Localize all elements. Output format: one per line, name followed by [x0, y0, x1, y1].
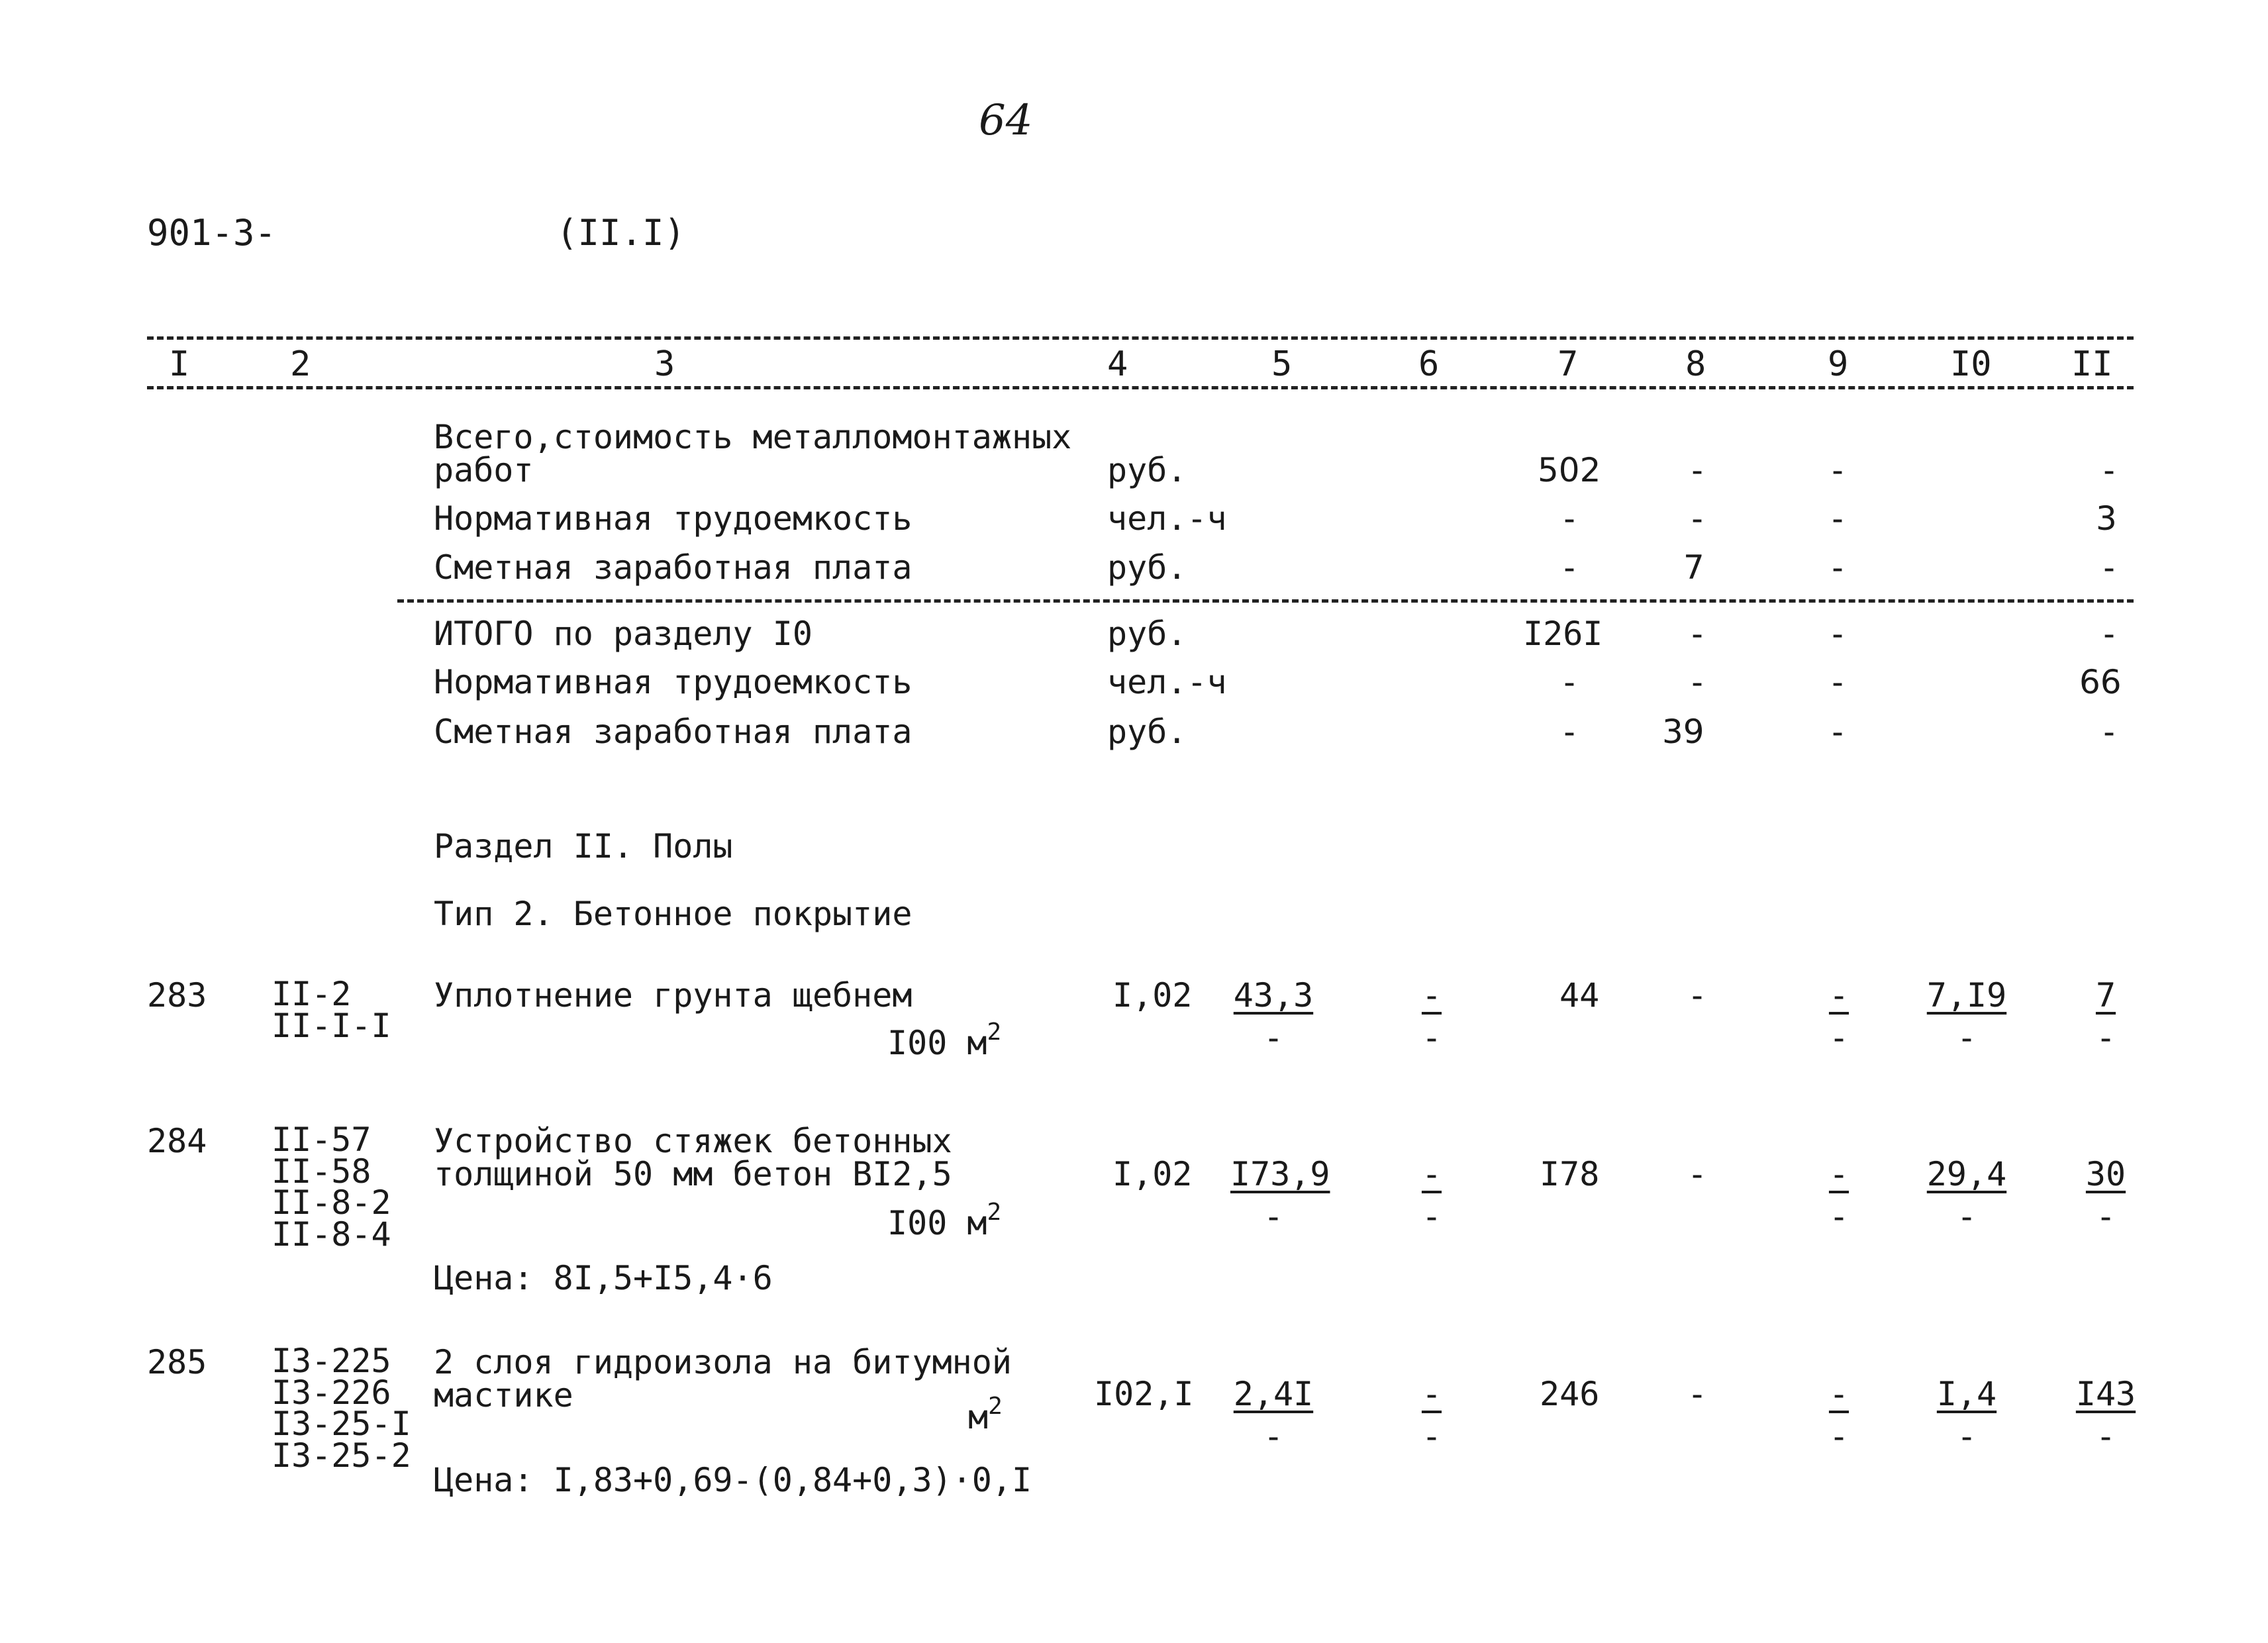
item-283-c10-top: 7,I9	[1926, 976, 2007, 1015]
item-284-c10	[1924, 1155, 2010, 1236]
item-285-c10-top: I,4	[1936, 1375, 1997, 1413]
total-2-c8: -	[1687, 499, 1708, 538]
item-283-c11-top: 7	[2095, 976, 2116, 1015]
item-283-unit-sup: 2	[987, 1019, 1002, 1046]
total-3-c9: -	[1828, 548, 1848, 587]
item-284-code-4: II-8-4	[271, 1215, 391, 1254]
item-285-c7: 246	[1540, 1375, 1600, 1413]
item-284-c9-top: -	[1828, 1155, 1849, 1193]
section-wage-name: Сметная заработная плата	[434, 713, 912, 751]
item-284-c5	[1230, 1155, 1330, 1236]
section-total-name: ИТОГО по разделу I0	[434, 615, 813, 653]
item-284-c6-bot: -	[1421, 1197, 1442, 1236]
item-285-c9-top: -	[1828, 1375, 1849, 1413]
page-number: 64	[979, 96, 1033, 145]
total-1-c11: -	[2099, 451, 2120, 489]
item-285-codes	[271, 1342, 411, 1475]
section-wage-c9: -	[1828, 713, 1848, 751]
item-284-c10-bot: -	[1956, 1197, 1977, 1236]
item-285-c10	[1924, 1375, 2010, 1456]
item-283-number: 283	[147, 976, 207, 1015]
item-284-code-2: II-58	[271, 1152, 371, 1191]
section-total-unit: руб.	[1107, 615, 1187, 653]
item-283-name: Уплотнение грунта щебнем	[434, 976, 912, 1015]
item-284-c5-bot: -	[1263, 1197, 1284, 1236]
item-285-c11-bot: -	[2095, 1417, 2116, 1456]
section-labor-unit: чел.-ч	[1107, 663, 1227, 701]
col-header-6: 6	[1418, 344, 1440, 384]
item-283-codes	[271, 975, 391, 1045]
item-284-c8: -	[1687, 1155, 1708, 1193]
col-header-9: 9	[1828, 344, 1849, 384]
item-283-c8: -	[1687, 976, 1708, 1015]
section-total-c11: -	[2099, 615, 2120, 653]
total-1-c9: -	[1828, 451, 1848, 489]
item-285-unit-base: м	[968, 1398, 989, 1436]
total-2-unit: чел.-ч	[1107, 499, 1227, 538]
item-283-c11	[2063, 976, 2149, 1057]
header-bottom-rule	[147, 386, 2134, 389]
item-285-code-3: I3-25-I	[271, 1405, 411, 1443]
total-1-c7: 502	[1538, 451, 1601, 489]
item-283-unit	[887, 1019, 1002, 1062]
item-284-name-line2: толщиной 50 мм бетон BI2,5	[434, 1155, 952, 1193]
item-284-name	[434, 1124, 952, 1191]
item-284-unit	[887, 1199, 1002, 1242]
item-283-c9-bot: -	[1828, 1019, 1849, 1057]
item-283-unit-base: I00 м	[887, 1024, 987, 1062]
item-284-c11-bot: -	[2095, 1197, 2116, 1236]
item-285-name	[434, 1343, 1012, 1415]
total-1-c8: -	[1687, 451, 1708, 489]
section-wage-unit: руб.	[1107, 713, 1187, 751]
section-labor-name: Нормативная трудоемкость	[434, 663, 912, 701]
item-284-c11-top: 30	[2085, 1155, 2126, 1193]
totals-separator-rule	[397, 599, 2134, 603]
item-283-c10-bot: -	[1956, 1019, 1977, 1057]
item-283-qty: I,02	[1112, 976, 1193, 1015]
col-header-7: 7	[1557, 344, 1579, 384]
item-284-c6	[1389, 1155, 1475, 1236]
section-labor-c7: -	[1559, 663, 1580, 701]
item-283-c5-top: 43,3	[1233, 976, 1314, 1015]
col-header-1: I	[169, 344, 190, 384]
total-3-c11: -	[2099, 548, 2120, 587]
item-283-c5	[1230, 976, 1316, 1057]
item-284-price: Цена: 8I,5+I5,4·6	[434, 1259, 773, 1297]
section-total-c9: -	[1828, 615, 1848, 653]
type-title: Тип 2. Бетонное покрытие	[434, 895, 912, 933]
item-285-c11-top: I43	[2075, 1375, 2136, 1413]
col-header-8: 8	[1685, 344, 1706, 384]
col-header-11: II	[2071, 344, 2113, 384]
item-285-c8: -	[1687, 1375, 1708, 1413]
item-285-code-2: I3-226	[271, 1373, 391, 1412]
item-285-c9	[1796, 1375, 1882, 1456]
item-283-c11-bot: -	[2095, 1019, 2116, 1057]
item-283-c6-bot: -	[1421, 1019, 1442, 1057]
item-284-unit-sup: 2	[987, 1199, 1002, 1226]
item-285-c5	[1230, 1375, 1316, 1456]
item-285-unit	[968, 1393, 1003, 1436]
item-285-c11	[2063, 1375, 2149, 1456]
total-3-unit: руб.	[1107, 548, 1187, 587]
total-2-c11: 3	[2096, 499, 2117, 538]
item-284-c9	[1796, 1155, 1882, 1236]
item-284-c6-top: -	[1421, 1155, 1442, 1193]
item-284-code-1: II-57	[271, 1120, 371, 1159]
section-wage-c11: -	[2099, 713, 2120, 751]
item-284-qty: I,02	[1112, 1155, 1193, 1193]
item-284-code-3: II-8-2	[271, 1183, 391, 1222]
item-284-c9-bot: -	[1828, 1197, 1849, 1236]
total-2-c9: -	[1828, 499, 1848, 538]
item-285-c6-bot: -	[1421, 1417, 1442, 1456]
col-header-3: 3	[654, 344, 675, 384]
item-285-c5-bot: -	[1263, 1417, 1284, 1456]
item-283-c10	[1924, 976, 2010, 1057]
item-283-c6-top: -	[1421, 976, 1442, 1015]
item-285-c6-top: -	[1421, 1375, 1442, 1413]
section-labor-c8: -	[1687, 663, 1708, 701]
total-1-name-line2: работ	[434, 451, 534, 489]
section-labor-c9: -	[1828, 663, 1848, 701]
item-283-code-1: II-2	[271, 975, 352, 1013]
item-284-c11	[2063, 1155, 2149, 1236]
item-285-c5-top: 2,4I	[1233, 1375, 1314, 1413]
item-284-c7: I78	[1540, 1155, 1600, 1193]
col-header-2: 2	[290, 344, 311, 384]
total-1-unit: руб.	[1107, 451, 1187, 489]
total-3-c7: -	[1559, 548, 1580, 587]
item-285-price: Цена: I,83+0,69-(0,84+0,3)·0,I	[434, 1461, 1032, 1499]
col-header-5: 5	[1271, 344, 1293, 384]
item-283-c9	[1796, 976, 1882, 1057]
item-283-c6	[1389, 976, 1475, 1057]
section-total-c7: I26I	[1523, 615, 1603, 653]
doc-section: (II.I)	[556, 212, 686, 254]
item-284-unit-base: I00 м	[887, 1204, 987, 1242]
item-284-c10-top: 29,4	[1926, 1155, 2007, 1193]
item-283-c9-top: -	[1828, 976, 1849, 1015]
section-total-c8: -	[1687, 615, 1708, 653]
total-3-c8: 7	[1683, 548, 1704, 587]
item-284-c5-top: I73,9	[1230, 1155, 1330, 1193]
item-284-codes	[271, 1120, 391, 1254]
item-284-name-line1: Устройство стяжек бетонных	[434, 1122, 952, 1160]
col-header-4: 4	[1107, 344, 1128, 384]
section-title: Раздел II. Полы	[434, 827, 733, 866]
item-285-c9-bot: -	[1828, 1417, 1849, 1456]
col-header-10: I0	[1950, 344, 1992, 384]
item-285-unit-sup: 2	[988, 1393, 1003, 1420]
total-2-name: Нормативная трудоемкость	[434, 499, 912, 538]
item-283-code-2: II-I-I	[271, 1006, 391, 1045]
item-283-c5-bot: -	[1263, 1019, 1284, 1057]
item-285-name-line2: мастике	[434, 1376, 573, 1415]
total-3-name: Сметная заработная плата	[434, 548, 912, 587]
item-285-number: 285	[147, 1343, 207, 1381]
section-wage-c7: -	[1559, 713, 1580, 751]
section-wage-c8: 39	[1662, 713, 1704, 751]
item-285-c10-bot: -	[1956, 1417, 1977, 1456]
item-285-qty: I02,I	[1094, 1375, 1194, 1413]
item-285-code-1: I3-225	[271, 1342, 391, 1380]
item-285-name-line1: 2 слоя гидроизола на битумной	[434, 1343, 1012, 1381]
doc-code: 901-3-	[147, 212, 277, 254]
section-labor-c11: 66	[2079, 663, 2122, 701]
total-1-name-line1: Всего,стоимость металломонтажных	[434, 418, 1072, 456]
item-283-c7: 44	[1559, 976, 1600, 1015]
item-285-code-4: I3-25-2	[271, 1436, 411, 1475]
total-2-c7: -	[1559, 499, 1580, 538]
header-top-rule	[147, 336, 2134, 340]
item-284-number: 284	[147, 1122, 207, 1160]
item-285-c6	[1389, 1375, 1475, 1456]
